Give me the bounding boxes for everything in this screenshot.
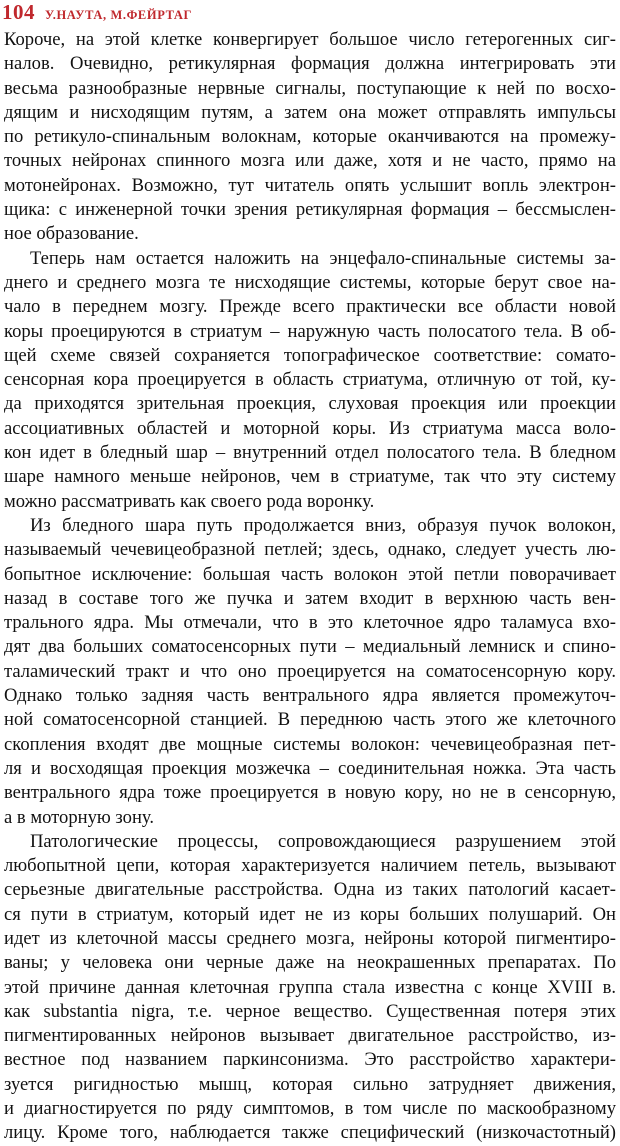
text-line: ной соматосенсорной станцией. В переднюю часть этого же клеточного xyxy=(4,709,616,731)
text-line: дящим и нисходящим путям, а затем она может отправлять импульсы xyxy=(4,101,616,123)
text-line: бопытное исключение: большая часть волокон этой петли поворачивает xyxy=(4,563,616,585)
text-line: а в моторную зону. xyxy=(4,806,154,828)
text-line: весьма разнообразные нервные сигналы, поступающие к ней по восхо- xyxy=(4,77,616,99)
running-head: У.НАУТА, М.ФЕЙРТАГ xyxy=(45,8,193,22)
text-line: пигментированных нейронов вызывает двигательное расстройство, из- xyxy=(4,1025,616,1047)
text-line: днего и среднего мозга те нисходящие системы, которые берут свое на- xyxy=(4,271,616,293)
text-line: назад в составе того же пучка и затем входит в верхнюю часть вен- xyxy=(4,587,616,609)
text-line: ассоциативных областей и моторной коры. Из стриатума масса воло- xyxy=(4,417,616,439)
page-number: 104 xyxy=(2,0,35,24)
text-line: идет из клеточной массы среднего мозга, нейроны которой пигментиро- xyxy=(4,927,616,949)
text-line: Патологические процессы, сопровождающиеся разрушением этой xyxy=(30,830,616,852)
text-line: ное образование. xyxy=(4,223,139,245)
page-header xyxy=(2,0,192,24)
text-line: этой причине данная клеточная группа стала известна с конце XVIII в. xyxy=(4,976,616,998)
text-line: серьезные двигательные расстройства. Одна из таких патологий касает- xyxy=(4,879,616,901)
text-line: Теперь нам остается наложить на энцефало-спинальные системы за- xyxy=(30,247,616,269)
text-line: называемый чечевицеобразной петлей; здесь, однако, следует учесть лю- xyxy=(4,539,616,561)
text-line: да приходятся зрительная проекция, слуховая проекция или проекции xyxy=(4,393,616,415)
text-line: вестное под названием паркинсонизма. Это расстройство характери- xyxy=(4,1049,616,1071)
text-line: ваны; у человека они черные даже на неокрашенных препаратах. По xyxy=(4,952,616,974)
text-line: скопления входят две мощные системы волокон: чечевицеобразная пет- xyxy=(4,733,616,755)
text-line: и диагностируется по ряду симптомов, в том числе по маскообразному xyxy=(4,1098,616,1120)
text-line: мотонейронах. Возможно, тут читатель опять услышит вопль электрон- xyxy=(4,174,616,196)
body-text xyxy=(4,28,616,1146)
text-line: можно рассматривать как своего рода воронку. xyxy=(4,490,375,512)
text-line: по ретикуло-спинальным волокнам, которые оканчиваются на промежу- xyxy=(4,126,616,148)
text-line: ся пути в стриатум, который идет не из коры больших полушарий. Он xyxy=(4,903,616,925)
text-line: Из бледного шара путь продолжается вниз, образуя пучок волокон, xyxy=(30,514,616,536)
text-line: кон идет в бледный шар – внутренний отдел полосатого тела. В бледном xyxy=(4,442,616,464)
text-line: таламический тракт и что оно проецируется на соматосенсорную кору. xyxy=(4,660,616,682)
text-line: шаре намного меньше нейронов, чем в стриатуме, так что эту систему xyxy=(4,466,616,488)
text-line: дят два больших соматосенсорных пути – медиальный лемниск и спино- xyxy=(4,636,616,658)
text-line: коры проецируются в стриатум – наружную часть полосатого тела. В об- xyxy=(4,320,616,342)
text-line: точных нейронах спинного мозга или даже, хотя и не часто, прямо на xyxy=(4,150,616,172)
text-line: щей схеме связей сохраняется топографическое соответствие: сомато- xyxy=(4,344,616,366)
text-line: лицу. Кроме того, наблюдается также специфический (низкочастотный) xyxy=(4,1122,616,1144)
text-line: любопытной цепи, которая характеризуется наличием петель, вызывают xyxy=(4,855,616,877)
text-line: сенсорная кора проецируется в область стриатума, отличную от той, ку- xyxy=(4,369,616,391)
text-line: щика: с инженерной точки зрения ретикулярная формация – бессмыслен- xyxy=(4,199,616,221)
text-line: трального ядра. Мы отмечали, что в это клеточное ядро таламуса вхо- xyxy=(4,612,616,634)
text-line: Короче, на этой клетке конвергирует большое число гетерогенных сиг- xyxy=(4,29,616,50)
text-line: ля и восходящая проекция мозжечка – соединительная ножка. Эта часть xyxy=(4,757,616,779)
text-line: чало в переднем мозгу. Прежде всего практически все области новой xyxy=(4,296,616,318)
text-line: вентрального ядра тоже проецируется в новую кору, но не в сенсорную, xyxy=(4,782,616,804)
text-line: Однако только задняя часть вентрального ядра является промежуточ- xyxy=(4,685,616,707)
text-line: зуется ригидностью мышц, которая сильно затрудняет движения, xyxy=(4,1073,616,1095)
text-line: налов. Очевидно, ретикулярная формация должна интегрировать эти xyxy=(4,53,616,75)
text-line: как substantia nigra, т.е. черное вещество. Существенная потеря этих xyxy=(4,1000,616,1022)
